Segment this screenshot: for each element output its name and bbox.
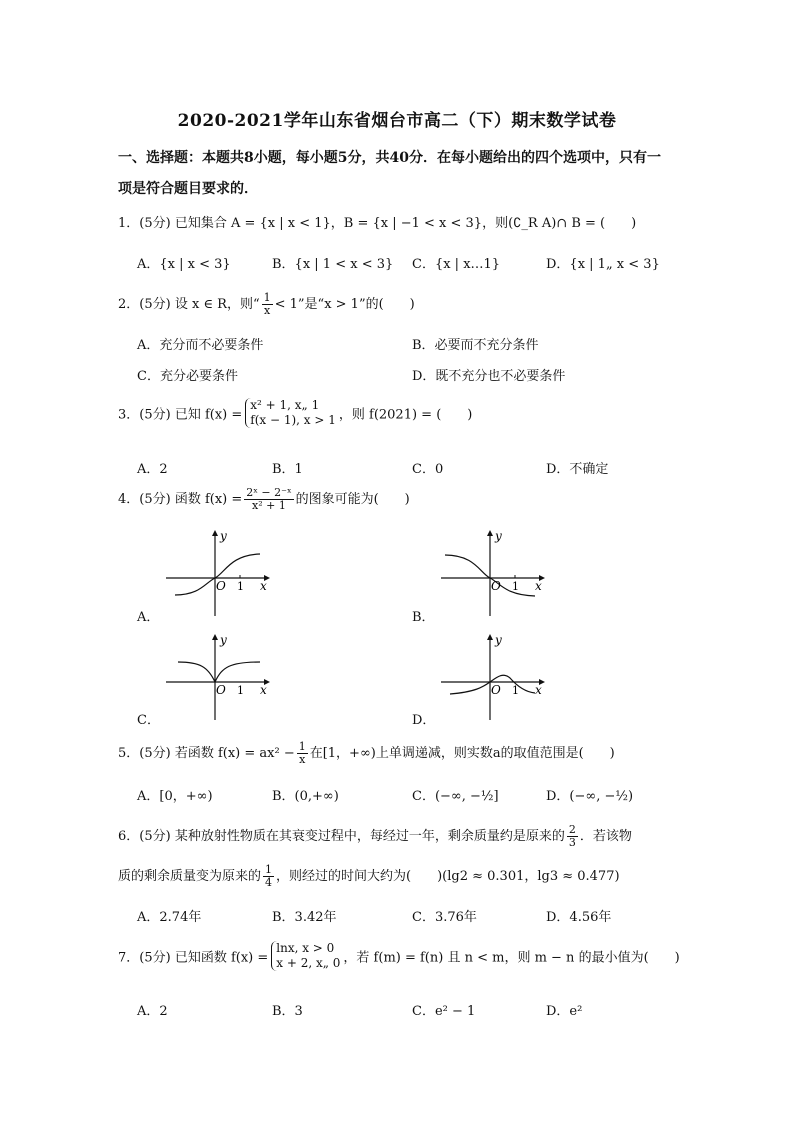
q4-option-a: A． <box>137 610 160 625</box>
q3-case-2: f(x − 1), x > 1 <box>250 413 336 427</box>
x-label: x <box>260 683 267 697</box>
y-axis-arrow-icon <box>212 530 218 536</box>
question-7-stem <box>118 941 680 971</box>
one-label: 1 <box>512 580 519 593</box>
q5-option-a: A．[0，+∞) <box>137 789 213 804</box>
question-1-stem: 1．(5分) 已知集合 A = {x | x < 1}，B = {x | −1 < x < 3}，则(∁_R A)∩ B = ( ) <box>118 216 637 231</box>
q4-option-d: D． <box>412 713 436 728</box>
q4-graph-c <box>160 632 270 722</box>
y-label: y <box>220 633 227 647</box>
q5-option-c: C．(−∞, −½] <box>412 789 499 804</box>
origin-label: O <box>491 579 501 593</box>
q2-fraction <box>262 292 273 317</box>
q7-option-b: B．3 <box>272 1004 303 1019</box>
q5-option-d: D．(−∞, −½) <box>546 789 634 804</box>
q6-option-a: A．2.74年 <box>137 910 202 925</box>
q6-fraction-1 <box>567 824 578 849</box>
q3-option-d: D．不确定 <box>546 462 609 477</box>
question-6-line2 <box>118 864 620 889</box>
x-label: x <box>260 579 267 593</box>
q2-frac-den: x <box>264 304 271 317</box>
question-5-stem <box>118 741 615 766</box>
q6-frac1-num: 2 <box>568 823 576 836</box>
q7-case-1: lnx, x > 0 <box>276 941 335 955</box>
q3-stem-post: ，则 f(2021) = ( ) <box>338 407 473 423</box>
origin-label: O <box>216 683 226 697</box>
y-axis-arrow-icon <box>487 634 493 640</box>
section-heading-line1: 一、选择题：本题共8小题，每小题5分，共40分．在每小题给出的四个选项中，只有一 <box>118 150 661 166</box>
question-2-stem <box>118 292 415 317</box>
q3-stem-pre: 3．(5分) 已知 f(x) = <box>118 407 243 423</box>
q2-stem-pre: 2．(5分) 设 x ∈ R，则“ <box>118 297 260 312</box>
q4-graph-a <box>160 528 270 618</box>
q4-option-c: C． <box>137 713 160 728</box>
q4-option-b: B． <box>412 610 435 625</box>
q6-option-b: B．3.42年 <box>272 910 337 925</box>
curve <box>178 662 260 682</box>
q1-option-b: B．{x | 1 < x < 3} <box>272 257 394 272</box>
q5-frac-num: 1 <box>298 740 306 753</box>
origin-label: O <box>491 683 501 697</box>
q6-frac2-num: 1 <box>265 863 273 876</box>
q4-stem-pre: 4．(5分) 函数 f(x) = <box>118 492 243 507</box>
q6-frac2-den: 4 <box>265 876 273 889</box>
x-label: x <box>535 579 542 593</box>
one-label: 1 <box>512 684 519 697</box>
q7-case-2: x + 2, x„ 0 <box>276 956 341 970</box>
q5-fraction <box>297 741 308 766</box>
q3-option-b: B．1 <box>272 462 303 477</box>
y-axis-arrow-icon <box>212 634 218 640</box>
q7-option-c: C．e² − 1 <box>412 1004 476 1019</box>
one-label: 1 <box>237 684 244 697</box>
q3-option-c: C．0 <box>412 462 444 477</box>
one-label: 1 <box>237 580 244 593</box>
q4-graph-d <box>435 632 545 722</box>
q2-frac-num: 1 <box>263 291 271 304</box>
question-3-stem <box>118 398 472 428</box>
y-label: y <box>495 529 502 543</box>
q4-frac-num: 2ˣ − 2⁻ˣ <box>246 486 292 499</box>
q7-option-a: A．2 <box>137 1004 168 1019</box>
y-label: y <box>220 529 227 543</box>
q7-piecewise <box>271 941 340 971</box>
q2-option-b: B．必要而不充分条件 <box>412 338 539 353</box>
q6-option-d: D．4.56年 <box>546 910 612 925</box>
x-label: x <box>535 683 542 697</box>
q6-frac1-den: 3 <box>568 836 576 849</box>
q5-stem-pre: 5．(5分) 若函数 f(x) = ax² − <box>118 746 295 761</box>
section-heading-line2: 项是符合题目要求的． <box>118 181 258 197</box>
q6-line1-post: ．若该物 <box>579 829 632 844</box>
q1-option-c: C．{x | x…1} <box>412 257 501 272</box>
q4-stem-post: 的图象可能为( ) <box>295 492 410 507</box>
q1-option-d: D．{x | 1„ x < 3} <box>546 257 660 272</box>
q6-fraction-2 <box>263 864 274 889</box>
y-label: y <box>495 633 502 647</box>
q2-option-d: D．既不充分也不必要条件 <box>412 369 566 384</box>
y-axis-arrow-icon <box>487 530 493 536</box>
q6-option-c: C．3.76年 <box>412 910 477 925</box>
q6-line2-post: ，则经过的时间大约为( )(lg2 ≈ 0.301，lg3 ≈ 0.477) <box>276 869 620 884</box>
q7-stem-post: ，若 f(m) = f(n) 且 n < m，则 m − n 的最小值为( ) <box>343 950 680 966</box>
q2-stem-post: < 1”是“x > 1”的( ) <box>274 297 415 312</box>
q2-option-c: C．充分必要条件 <box>137 369 238 384</box>
q4-graph-b <box>435 528 545 618</box>
q4-frac-den: x² + 1 <box>252 499 286 512</box>
q5-option-b: B．(0,+∞) <box>272 789 339 804</box>
q3-piecewise <box>245 398 336 428</box>
q6-line1-pre: 6．(5分) 某种放射性物质在其衰变过程中，每经过一年，剩余质量约是原来的 <box>118 829 565 844</box>
q5-stem-post: 在[1，+∞)上单调递减，则实数a的取值范围是( ) <box>309 746 615 761</box>
question-6-line1 <box>118 824 632 849</box>
q6-line2-pre: 质的剩余质量变为原来的 <box>118 869 262 884</box>
question-4-stem <box>118 487 410 512</box>
q3-option-a: A．2 <box>137 462 168 477</box>
q7-option-d: D．e² <box>546 1004 583 1019</box>
q1-option-a: A．{x | x < 3} <box>137 257 231 272</box>
q7-stem-pre: 7．(5分) 已知函数 f(x) = <box>118 950 269 966</box>
q4-fraction <box>244 487 293 512</box>
q2-option-a: A．充分而不必要条件 <box>137 338 264 353</box>
page-title: 2020-2021学年山东省烟台市高二（下）期末数学试卷 <box>177 111 617 131</box>
q3-case-1: x² + 1, x„ 1 <box>250 398 320 412</box>
origin-label: O <box>216 579 226 593</box>
q5-frac-den: x <box>299 753 306 766</box>
